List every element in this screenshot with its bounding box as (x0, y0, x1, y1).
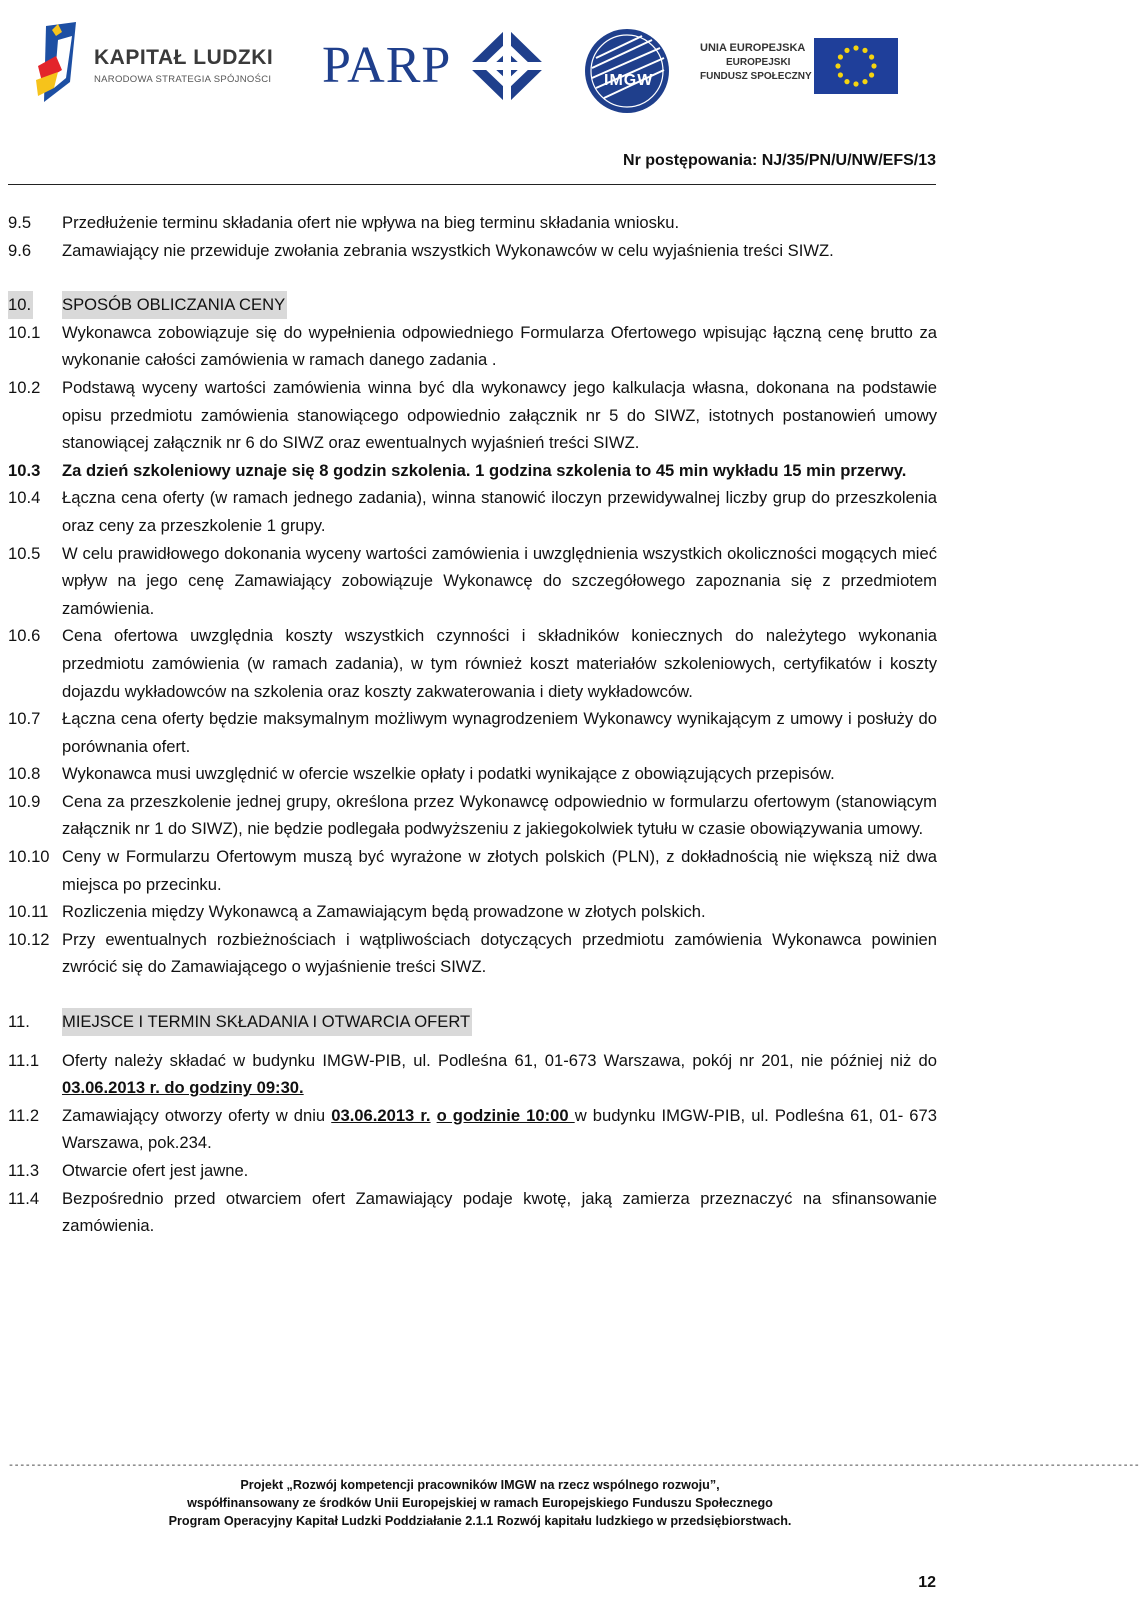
paragraph-number: 9.5 (8, 213, 32, 232)
paragraph-number: 10.11 (8, 902, 49, 922)
paragraph-11-3 (8, 1157, 937, 1185)
paragraph-10-4 (8, 484, 937, 539)
footer-note (70, 1476, 890, 1530)
paragraph-number: 10.6 (8, 626, 41, 646)
parp-logo-text: PARP (322, 37, 452, 94)
footer-divider: ---------------------------------------------------------------------------------------------------------------------------------------------------------------------------------------------------------- (8, 1461, 1139, 1472)
paragraph-11-2 (8, 1102, 937, 1157)
paragraph-11-1 (8, 1047, 937, 1102)
submission-deadline: 03.06.2013 r. do godziny 09:30. (62, 1078, 304, 1098)
kapital-ludzki-logo (36, 22, 286, 108)
paragraph-number: 11.1 (8, 1050, 40, 1070)
footer-line-3: Program Operacyjny Kapitał Ludzki Poddziałanie 2.1.1 Rozwój kapitału ludzkiego w przedsiębiorstwach. (168, 1514, 792, 1528)
procedure-number: Nr postępowania: NJ/35/PN/U/NW/EFS/13 (623, 152, 936, 169)
paragraph-text: Bezpośrednio przed otwarciem ofert Zamawiający podaje kwotę, jaką zamierza przeznaczyć na sfinansowanie zamówienia. (62, 1188, 937, 1236)
paragraph-number: 10.10 (8, 847, 50, 867)
eu-flag-icon (814, 38, 898, 94)
paragraph-text: Zamawiający nie przewiduje zwołania zebrania wszystkich Wykonawców w celu wyjaśnienia treści SIWZ. (62, 240, 834, 260)
paragraph-text-part: w budynku IMGW-PIB, ul. Podleśna 61, 01- 673 Warszawa, pok.234. (62, 1105, 937, 1153)
section-title-text: MIEJSCE I TERMIN SKŁADANIA I OTWARCIA OFERT (62, 1008, 472, 1036)
paragraph-number: 10.3 (8, 460, 41, 480)
spacer (8, 1036, 937, 1047)
section-number-text: 10. (8, 291, 33, 319)
paragraph-10-6 (8, 622, 937, 705)
paragraph-10-9 (8, 788, 937, 843)
paragraph-number: 11.4 (8, 1188, 40, 1208)
paragraph-10-11 (8, 898, 937, 926)
paragraph-text: Podstawą wyceny wartości zamówienia winna być dla wykonawcy jego kalkulacja własna, dokonana na podstawie opisu przedmiotu zamówienia stanowiącego odpowiednio załącznik nr 5 do SIWZ, istotnych postanowień umowy stanowiącej załącznik nr 6 do SIWZ oraz ewentualnych wyjaśnień treści SIWZ. (62, 377, 937, 453)
paragraph-number: 10.1 (8, 322, 41, 342)
paragraph-text: Cena za przeszkolenie jednej grupy, określona przez Wykonawcę odpowiednio w formularzu ofertowym (stanowiącym załącznik nr 1 do SIWZ), nie będzie podlegała podwyższeniu z jakiegokolwiek tytułu w czasie obowiązywania umowy. (62, 791, 937, 839)
parp-emblem-icon (468, 28, 546, 104)
paragraph-number: 10.5 (8, 543, 41, 563)
paragraph-number: 10.2 (8, 377, 41, 397)
paragraph-text: Otwarcie ofert jest jawne. (62, 1161, 249, 1180)
imgw-logo (582, 28, 672, 114)
paragraph-9-6 (8, 237, 937, 265)
paragraph-text: Przy ewentualnych rozbieżnościach i wątpliwościach dotyczących przedmiotu zamówienia Wykonawca powinien zwrócić się do Zamawiającego o wyjaśnienie treści SIWZ. (62, 929, 937, 977)
document-body (8, 209, 937, 1240)
paragraph-number: 10.4 (8, 488, 41, 508)
eu-logo-line3: FUNDUSZ SPOŁECZNY (700, 71, 812, 82)
paragraph-text: W celu prawidłowego dokonania wyceny wartości zamówienia i uwzględnienia wszystkich okoliczności mogących mieć wpływ na jego cenę Zamawiający zobowiązuje Wykonawcę do szczegółowego zapoznania się z przedmiotem zamówienia. (62, 543, 937, 618)
paragraph-text: Za dzień szkoleniowy uznaje się 8 godzin szkolenia. 1 godzina szkolenia to 45 min wykładu 15 min przerwy. (62, 460, 907, 480)
section-title-text: SPOSÓB OBLICZANIA CENY (62, 291, 287, 319)
paragraph-text: Przedłużenie terminu składania ofert nie wpływa na bieg terminu składania wniosku. (62, 213, 680, 232)
spacer (8, 264, 937, 291)
paragraph-11-4 (8, 1185, 937, 1240)
paragraph-10-1 (8, 319, 937, 374)
section-heading-10 (8, 291, 937, 319)
paragraph-text (62, 1102, 937, 1157)
paragraph-text: Wykonawca zobowiązuje się do wypełnienia odpowiedniego Formularza Ofertowego wpisując łączną cenę brutto za wykonanie całości zamówienia w ramach danego zadania . (62, 322, 937, 370)
paragraph-number: 10.7 (8, 709, 41, 729)
spacer (8, 981, 937, 1008)
eu-logo (700, 38, 900, 98)
paragraph-text-part: Zamawiający otworzy oferty w dniu (62, 1105, 332, 1125)
parp-logo (322, 28, 552, 104)
paragraph-number: 11.2 (8, 1105, 40, 1125)
imgw-emblem-icon (582, 28, 672, 114)
paragraph-number: 11.3 (8, 1161, 40, 1180)
opening-date: 03.06.2013 r. (331, 1105, 431, 1125)
paragraph-text: Łączna cena oferty (w ramach jednego zadania), winna stanowić iloczyn przewidywalnej liczby grup do przeszkolenia oraz ceny za przeszkolenie 1 grupy. (62, 488, 937, 535)
paragraph-text: Wykonawca musi uwzględnić w ofercie wszelkie opłaty i podatki wynikające z obowiązujących przepisów. (62, 764, 835, 784)
paragraph-10-12 (8, 926, 937, 981)
kapital-ludzki-emblem-icon (36, 22, 94, 108)
paragraph-10-8 (8, 760, 937, 788)
eu-logo-line1: UNIA EUROPEJSKA (700, 42, 806, 54)
paragraph-text: Ceny w Formularzu Ofertowym muszą być wyrażone w złotych polskich (PLN), z dokładnością nie większą niż dwa miejsca po przecinku. (62, 847, 937, 894)
paragraph-number: 9.6 (8, 240, 32, 260)
paragraph-text: Rozliczenia między Wykonawcą a Zamawiającym będą prowadzone w złotych polskich. (62, 902, 706, 922)
paragraph-10-2 (8, 374, 937, 457)
footer-line-2: współfinansowany ze środków Unii Europejskiej w ramach Europejskiego Funduszu Społecznego (187, 1496, 773, 1510)
eu-logo-line2: EUROPEJSKI (726, 57, 791, 68)
paragraph-10-10 (8, 843, 937, 898)
opening-time: o godzinie 10:00 (436, 1105, 575, 1125)
footer-line-1: Projekt „Rozwój kompetencji pracowników IMGW na rzecz wspólnego rozwoju”, (240, 1478, 720, 1492)
paragraph-text-part: Oferty należy składać w budynku IMGW-PIB, ul. Podleśna 61, 01-673 Warszawa, pokój nr 201, nie później niż do (62, 1050, 937, 1070)
paragraph-9-5 (8, 209, 937, 237)
section-title (62, 291, 937, 319)
section-number (8, 291, 62, 319)
logo-bar (0, 0, 960, 130)
paragraph-10-5 (8, 540, 937, 623)
section-title (62, 1008, 937, 1036)
paragraph-number: 10.8 (8, 764, 41, 784)
paragraph-10-7 (8, 705, 937, 760)
paragraph-text (62, 1047, 937, 1102)
paragraph-text: Łączna cena oferty będzie maksymalnym możliwym wynagrodzeniem Wykonawcy wynikającym z umowy i posłuży do porównania ofert. (62, 709, 937, 756)
section-heading-11 (8, 1008, 937, 1036)
section-number: 11. (8, 1012, 30, 1032)
kapital-ludzki-subtitle: NARODOWA STRATEGIA SPÓJNOŚCI (94, 74, 272, 85)
paragraph-number: 10.12 (8, 929, 50, 949)
imgw-logo-text: IMGW (604, 72, 654, 89)
page-number: 12 (918, 1574, 936, 1591)
header-divider (8, 184, 936, 185)
paragraph-text: Cena ofertowa uwzględnia koszty wszystkich czynności i składników koniecznych do należytego wykonania przedmiotu zamówienia (w ramach zadania), w tym również koszt materiałów szkoleniowych, certyfikatów i koszty dojazdu wykładowców na szkolenia oraz koszty zakwaterowania i diety wykładowców. (62, 626, 937, 701)
paragraph-10-3 (8, 457, 937, 485)
paragraph-number: 10.9 (8, 791, 41, 811)
kapital-ludzki-title: KAPITAŁ LUDZKI (94, 46, 274, 69)
